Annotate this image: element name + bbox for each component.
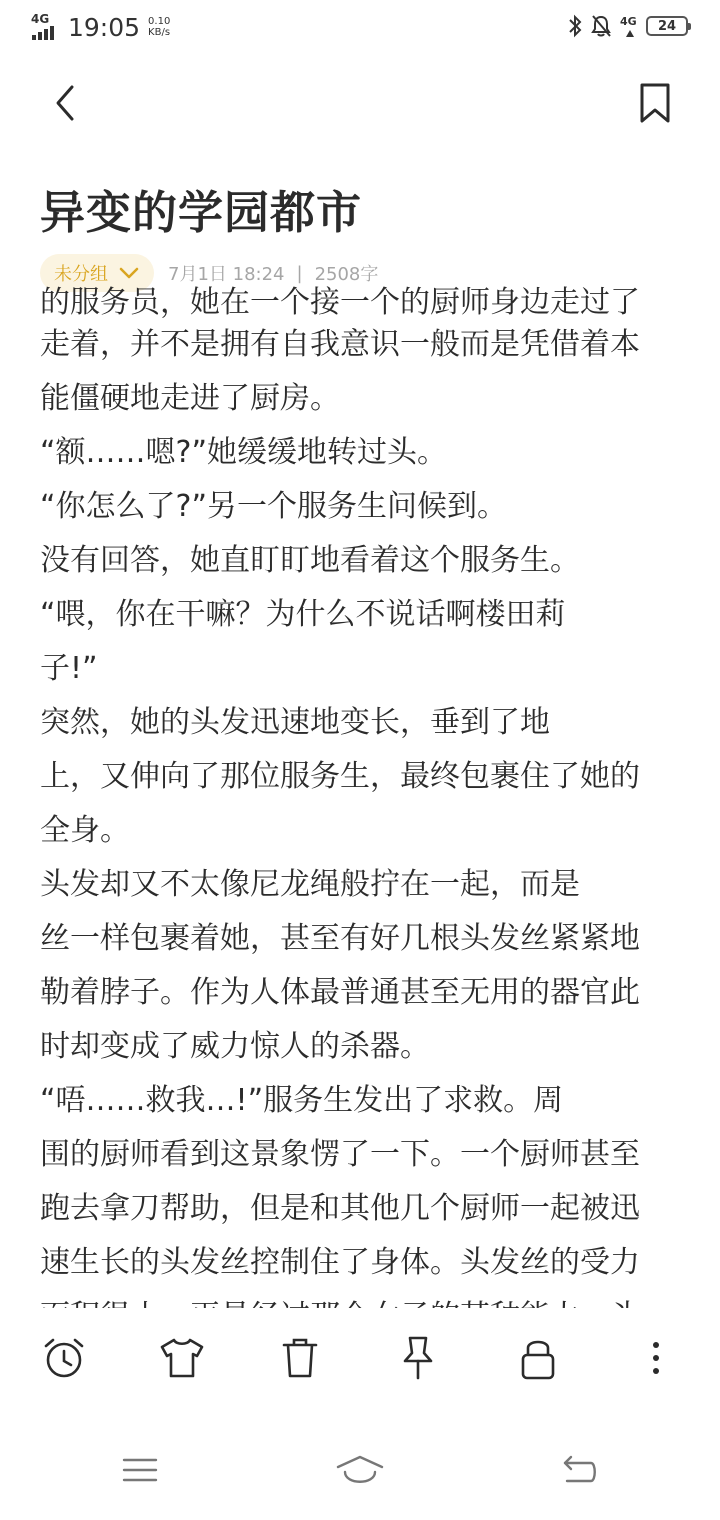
status-left <box>30 12 170 42</box>
speed-unit: KB/s <box>148 27 171 38</box>
text-line: 丝一样包裹着她，甚至有好几根头发丝紧紧地 <box>40 921 640 956</box>
signal-icon <box>30 12 58 42</box>
group-label: 未分组 <box>54 264 108 285</box>
delete-button[interactable] <box>272 1330 328 1386</box>
trash-icon <box>280 1336 320 1380</box>
note-toolbar <box>0 1308 720 1408</box>
lock-icon <box>519 1335 557 1381</box>
text-line: 全身。 <box>40 813 130 848</box>
alarm-icon <box>41 1335 87 1381</box>
menu-icon <box>122 1457 158 1483</box>
shirt-icon <box>158 1337 206 1379</box>
text-line: 围的厨师看到这景象愣了一下。一个厨师甚至 <box>40 1137 640 1172</box>
battery-icon <box>646 16 688 36</box>
home-icon <box>335 1454 385 1486</box>
speed-value: 0.10 <box>148 16 171 27</box>
text-line: “你怎么了?”另一个服务生问候到。 <box>40 489 508 524</box>
bookmark-button[interactable] <box>630 78 680 128</box>
status-bar <box>0 0 720 56</box>
text-line: 子!” <box>40 651 98 686</box>
nav-home-button[interactable] <box>330 1450 390 1490</box>
word-count: 2508字 <box>314 264 379 285</box>
note-title[interactable]: 异变的学园都市 <box>40 186 363 239</box>
more-icon <box>650 1340 662 1376</box>
nav-back-button[interactable] <box>550 1450 610 1490</box>
nav-menu-button[interactable] <box>110 1450 170 1490</box>
theme-button[interactable] <box>154 1330 210 1386</box>
lock-button[interactable] <box>510 1330 566 1386</box>
text-line: 速生长的头发丝控制住了身体。头发丝的受力 <box>40 1245 640 1280</box>
more-button[interactable] <box>628 1330 684 1386</box>
pin-button[interactable] <box>390 1330 446 1386</box>
text-line: “唔……救我…!”服务生发出了求救。周 <box>40 1083 564 1118</box>
clock: 19:05 <box>68 12 141 42</box>
text-line: 突然，她的头发迅速地变长，垂到了地 <box>40 705 550 740</box>
network-type: 4G <box>31 12 50 26</box>
mobile-data-icon <box>620 15 638 37</box>
note-body[interactable] <box>40 285 680 1308</box>
mute-bell-icon <box>590 14 612 38</box>
text-line: 能僵硬地走进了厨房。 <box>40 381 340 416</box>
system-nav-bar <box>0 1420 720 1520</box>
text-line: 走着，并不是拥有自我意识一般而是凭借着本 <box>40 327 640 362</box>
back-button[interactable] <box>40 78 90 128</box>
clipped-line: 的服务员，她在一个接一个的厨师身边走过了 <box>40 285 640 320</box>
network-type-right: 4G <box>620 15 637 28</box>
pin-icon <box>398 1335 438 1381</box>
text-line: 没有回答，她直盯盯地看着这个服务生。 <box>40 543 580 578</box>
bookmark-icon <box>638 82 672 124</box>
meta-separator: | <box>296 262 303 284</box>
text-line: 头发却又不太像尼龙绳般拧在一起，而是 <box>40 867 580 902</box>
reminder-button[interactable] <box>36 1330 92 1386</box>
text-line: “额……嗯?”她缓缓地转过头。 <box>40 435 448 470</box>
text-line: 时却变成了威力惊人的杀器。 <box>40 1029 430 1064</box>
text-line: “喂，你在干嘛？为什么不说话啊楼田莉 <box>40 597 566 632</box>
note-datetime: 7月1日 18:24 <box>168 264 285 285</box>
status-right <box>568 14 688 38</box>
chevron-left-icon <box>50 83 80 123</box>
note-lines <box>40 318 680 1344</box>
text-line: 上，又伸向了那位服务生，最终包裹住了她的 <box>40 759 640 794</box>
network-speed <box>148 16 170 38</box>
bluetooth-icon <box>568 14 582 38</box>
text-line: 跑去拿刀帮助，但是和其他几个厨师一起被迅 <box>40 1191 640 1226</box>
text-line: 勒着脖子。作为人体最普通甚至无用的器官此 <box>40 975 640 1010</box>
battery-level: 24 <box>657 18 677 34</box>
return-icon <box>561 1455 599 1485</box>
